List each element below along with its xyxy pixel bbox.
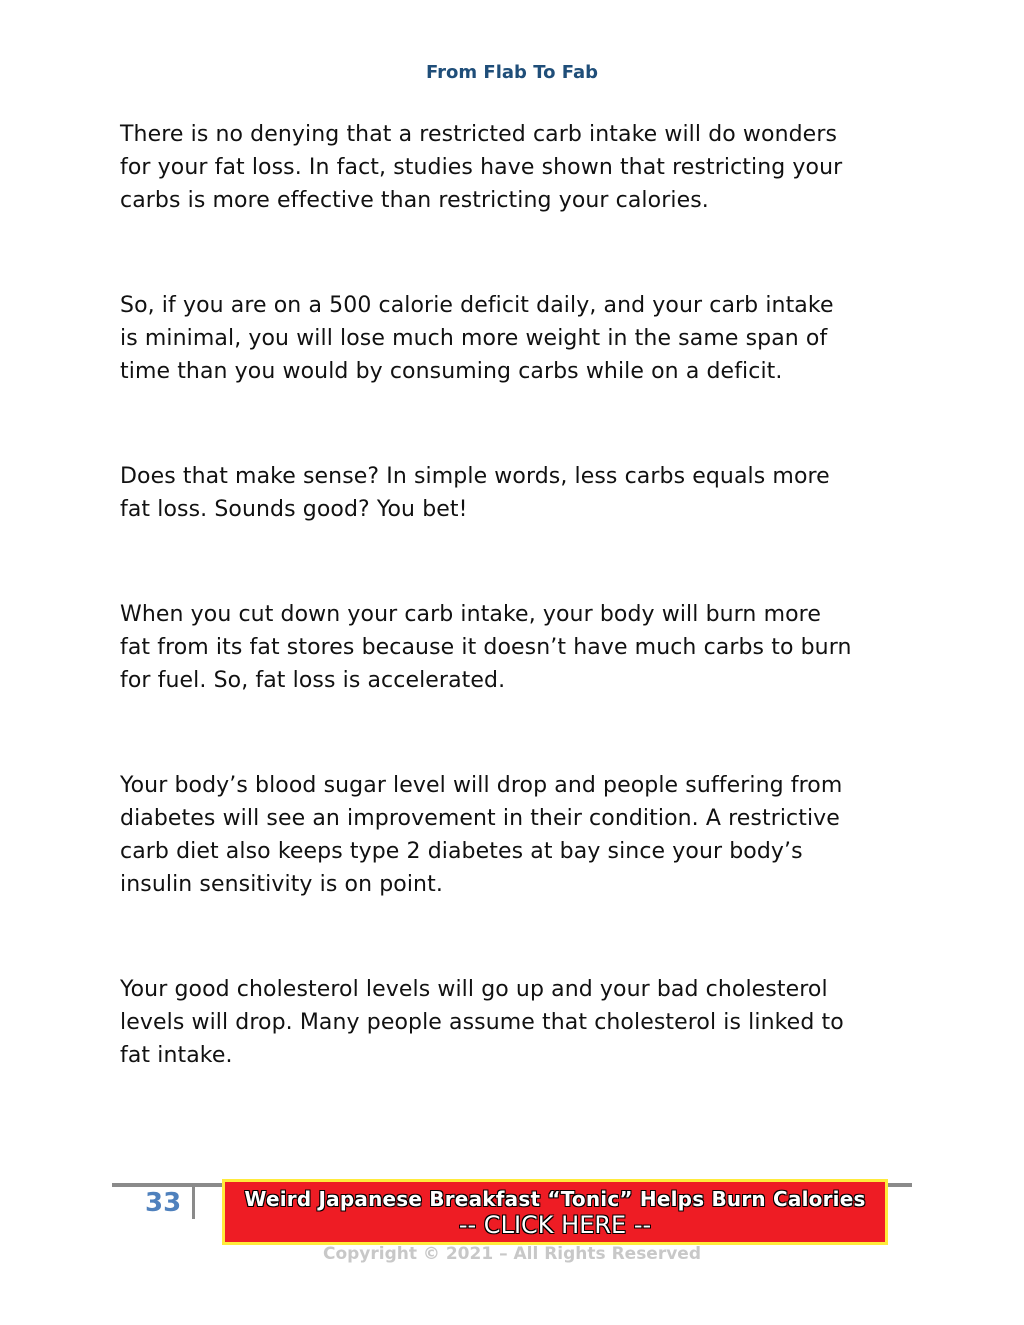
paragraph: Your good cholesterol levels will go up and your bad cholesterol levels will drop. Many people assume that cholesterol is linked to fat intake. bbox=[120, 977, 844, 1068]
promo-banner-link[interactable] bbox=[222, 1179, 888, 1245]
promo-banner-headline: Weird Japanese Breakfast “Tonic” Helps Burn Calories bbox=[244, 1187, 866, 1211]
paragraph: When you cut down your carb intake, your body will burn more fat from its fat stores because it doesn’t have much carbs to burn for fuel. So, fat loss is accelerated. bbox=[120, 602, 852, 693]
paragraph: Does that make sense? In simple words, less carbs equals more fat loss. Sounds good? You bet! bbox=[120, 464, 830, 522]
paragraph: Your body’s blood sugar level will drop and people suffering from diabetes will see an improvement in their condition. A restrictive carb diet also keeps type 2 diabetes at bay since your body’s insulin sensitivity is on point. bbox=[120, 773, 843, 897]
document-header-title: From Flab To Fab bbox=[426, 62, 598, 83]
paragraph: There is no denying that a restricted carb intake will do wonders for your fat loss. In fact, studies have shown that restricting your carbs is more effective than restricting your calories. bbox=[120, 122, 843, 213]
promo-banner-cta: -- CLICK HERE -- bbox=[458, 1211, 652, 1239]
copyright-notice: Copyright © 2021 – All Rights Reserved bbox=[322, 1244, 702, 1264]
paragraph: So, if you are on a 500 calorie deficit daily, and your carb intake is minimal, you will lose much more weight in the same span of time than you would by consuming carbs while on a deficit. bbox=[120, 293, 834, 384]
page-number-divider bbox=[192, 1187, 195, 1219]
page-number: 33 bbox=[145, 1188, 182, 1218]
document-body bbox=[120, 118, 910, 1144]
